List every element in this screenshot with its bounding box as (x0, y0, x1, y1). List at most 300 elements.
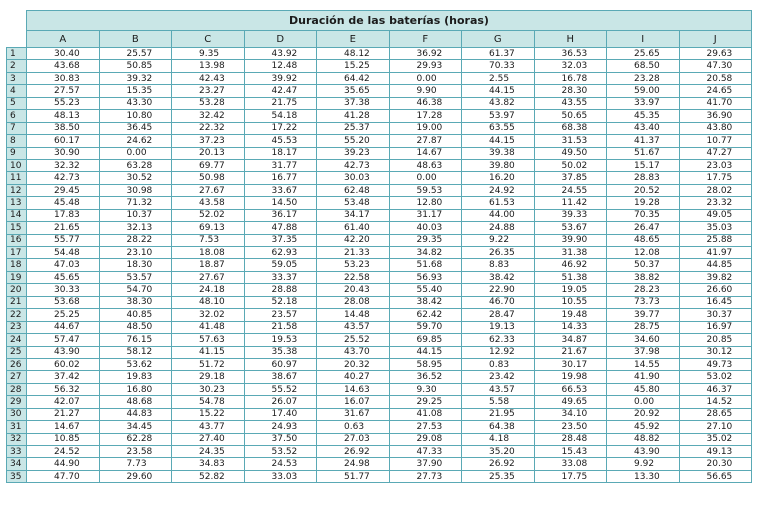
table-row (7, 371, 752, 383)
row-number: 31 (7, 421, 27, 433)
table-row (7, 135, 752, 147)
table-cell: 25.35 (462, 470, 535, 482)
table-cell: 27.53 (389, 421, 462, 433)
table-cell: 43.40 (607, 122, 680, 134)
table-cell: 30.33 (27, 284, 100, 296)
table-cell: 36.52 (389, 371, 462, 383)
table-cell: 21.27 (27, 408, 100, 420)
table-cell: 14.67 (27, 421, 100, 433)
table-cell: 37.23 (172, 135, 245, 147)
table-cell: 59.70 (389, 321, 462, 333)
table-cell: 18.17 (244, 147, 317, 159)
table-cell: 18.30 (99, 259, 172, 271)
table-cell: 41.28 (317, 110, 390, 122)
table-cell: 47.70 (27, 470, 100, 482)
table-cell: 32.32 (27, 159, 100, 171)
table-cell: 23.58 (99, 446, 172, 458)
table-cell: 69.77 (172, 159, 245, 171)
table-cell: 45.53 (244, 135, 317, 147)
table-cell: 26.35 (462, 247, 535, 259)
table-cell: 26.92 (317, 446, 390, 458)
table-row (7, 458, 752, 470)
table-cell: 30.90 (27, 147, 100, 159)
row-number: 5 (7, 97, 27, 109)
table-cell: 21.58 (244, 321, 317, 333)
table-cell: 66.53 (534, 383, 607, 395)
table-cell: 24.18 (172, 284, 245, 296)
table-cell: 15.17 (607, 159, 680, 171)
table-cell: 55.77 (27, 234, 100, 246)
table-cell: 19.28 (607, 197, 680, 209)
row-number: 20 (7, 284, 27, 296)
table-row (7, 110, 752, 122)
table-cell: 33.08 (534, 458, 607, 470)
table-cell: 14.55 (607, 358, 680, 370)
table-cell: 25.25 (27, 309, 100, 321)
table-cell: 14.67 (389, 147, 462, 159)
table-cell: 62.93 (244, 247, 317, 259)
row-number: 33 (7, 446, 27, 458)
table-cell: 36.92 (389, 48, 462, 60)
table-cell: 48.13 (27, 110, 100, 122)
table-cell: 43.90 (607, 446, 680, 458)
table-cell: 19.13 (462, 321, 535, 333)
table-row (7, 184, 752, 196)
table-cell: 58.12 (99, 346, 172, 358)
column-header-h: H (534, 31, 607, 48)
table-cell: 52.02 (172, 209, 245, 221)
table-cell: 0.00 (389, 72, 462, 84)
table-title: Duración de las baterías (horas) (27, 11, 752, 31)
table-cell: 24.35 (172, 446, 245, 458)
table-cell: 43.55 (534, 97, 607, 109)
table-cell: 62.28 (99, 433, 172, 445)
table-cell: 23.10 (99, 247, 172, 259)
table-cell: 21.65 (27, 222, 100, 234)
table-cell: 9.22 (462, 234, 535, 246)
table-cell: 44.00 (462, 209, 535, 221)
table-cell: 13.98 (172, 60, 245, 72)
table-cell: 41.70 (679, 97, 752, 109)
table-cell: 54.70 (99, 284, 172, 296)
table-row (7, 346, 752, 358)
table-cell: 46.92 (534, 259, 607, 271)
table-cell: 48.82 (607, 433, 680, 445)
table-row (7, 247, 752, 259)
table-cell: 30.37 (679, 309, 752, 321)
table-cell: 28.83 (607, 172, 680, 184)
table-cell: 10.55 (534, 296, 607, 308)
table-cell: 21.95 (462, 408, 535, 420)
row-number: 11 (7, 172, 27, 184)
column-header-d: D (244, 31, 317, 48)
table-cell: 34.87 (534, 334, 607, 346)
table-cell: 53.02 (679, 371, 752, 383)
row-number: 16 (7, 234, 27, 246)
table-cell: 57.63 (172, 334, 245, 346)
table-cell: 33.97 (607, 97, 680, 109)
table-cell: 14.63 (317, 383, 390, 395)
row-number: 2 (7, 60, 27, 72)
table-row (7, 446, 752, 458)
row-number: 6 (7, 110, 27, 122)
table-cell: 11.42 (534, 197, 607, 209)
column-header-f: F (389, 31, 462, 48)
table-cell: 44.15 (462, 135, 535, 147)
table-cell: 61.37 (462, 48, 535, 60)
table-cell: 23.32 (679, 197, 752, 209)
table-row (7, 222, 752, 234)
table-cell: 43.70 (317, 346, 390, 358)
table-cell: 28.23 (607, 284, 680, 296)
table-cell: 14.50 (244, 197, 317, 209)
table-row (7, 296, 752, 308)
table-cell: 30.98 (99, 184, 172, 196)
table-cell: 22.32 (172, 122, 245, 134)
table-cell: 37.35 (244, 234, 317, 246)
column-header-a: A (27, 31, 100, 48)
table-cell: 2.55 (462, 72, 535, 84)
table-cell: 38.42 (389, 296, 462, 308)
table-cell: 31.77 (244, 159, 317, 171)
table-cell: 54.18 (244, 110, 317, 122)
table-cell: 43.57 (317, 321, 390, 333)
row-number: 3 (7, 72, 27, 84)
table-cell: 27.73 (389, 470, 462, 482)
table-cell: 12.08 (607, 247, 680, 259)
table-cell: 45.92 (607, 421, 680, 433)
table-cell: 38.67 (244, 371, 317, 383)
title-row (7, 11, 752, 31)
table-cell: 47.88 (244, 222, 317, 234)
table-row (7, 147, 752, 159)
table-cell: 29.35 (389, 234, 462, 246)
table-row (7, 334, 752, 346)
table-cell: 39.90 (534, 234, 607, 246)
table-cell: 37.50 (244, 433, 317, 445)
table-cell: 31.67 (317, 408, 390, 420)
table-cell: 43.58 (172, 197, 245, 209)
table-cell: 41.08 (389, 408, 462, 420)
table-cell: 48.68 (99, 396, 172, 408)
table-cell: 29.45 (27, 184, 100, 196)
table-cell: 45.35 (607, 110, 680, 122)
table-row (7, 309, 752, 321)
table-cell: 61.40 (317, 222, 390, 234)
battery-duration-table (6, 10, 752, 483)
table-cell: 5.58 (462, 396, 535, 408)
table-cell: 14.48 (317, 309, 390, 321)
row-number: 22 (7, 309, 27, 321)
row-number: 35 (7, 470, 27, 482)
table-cell: 51.68 (389, 259, 462, 271)
table-cell: 41.37 (607, 135, 680, 147)
table-cell: 35.38 (244, 346, 317, 358)
table-cell: 48.65 (607, 234, 680, 246)
table-row (7, 433, 752, 445)
table-cell: 0.83 (462, 358, 535, 370)
table-cell: 30.40 (27, 48, 100, 60)
table-cell: 52.82 (172, 470, 245, 482)
table-cell: 25.57 (99, 48, 172, 60)
table-cell: 23.03 (679, 159, 752, 171)
table-cell: 38.82 (607, 271, 680, 283)
table-cell: 54.78 (172, 396, 245, 408)
table-cell: 47.27 (679, 147, 752, 159)
table-cell: 29.18 (172, 371, 245, 383)
row-number: 34 (7, 458, 27, 470)
table-cell: 40.03 (389, 222, 462, 234)
table-row (7, 60, 752, 72)
table-cell: 42.20 (317, 234, 390, 246)
table-cell: 15.22 (172, 408, 245, 420)
row-number: 19 (7, 271, 27, 283)
table-cell: 21.75 (244, 97, 317, 109)
table-cell: 55.52 (244, 383, 317, 395)
table-cell: 44.15 (389, 346, 462, 358)
table-cell: 17.28 (389, 110, 462, 122)
table-cell: 24.62 (99, 135, 172, 147)
table-cell: 23.42 (462, 371, 535, 383)
table-cell: 55.20 (317, 135, 390, 147)
table-cell: 60.02 (27, 358, 100, 370)
table-cell: 14.33 (534, 321, 607, 333)
column-header-row (7, 31, 752, 48)
table-cell: 19.00 (389, 122, 462, 134)
table-cell: 51.72 (172, 358, 245, 370)
column-header-e: E (317, 31, 390, 48)
table-cell: 19.48 (534, 309, 607, 321)
table-cell: 49.73 (679, 358, 752, 370)
table-cell: 36.45 (99, 122, 172, 134)
table-cell: 22.90 (462, 284, 535, 296)
table-cell: 24.98 (317, 458, 390, 470)
table-row (7, 358, 752, 370)
table-cell: 20.32 (317, 358, 390, 370)
table-row (7, 72, 752, 84)
row-number: 30 (7, 408, 27, 420)
table-cell: 36.90 (679, 110, 752, 122)
table-cell: 25.65 (607, 48, 680, 60)
table-cell: 39.77 (607, 309, 680, 321)
table-cell: 32.13 (99, 222, 172, 234)
table-cell: 43.57 (462, 383, 535, 395)
table-cell: 15.43 (534, 446, 607, 458)
row-number: 18 (7, 259, 27, 271)
table-cell: 14.52 (679, 396, 752, 408)
table-cell: 30.52 (99, 172, 172, 184)
table-cell: 19.98 (534, 371, 607, 383)
row-number: 7 (7, 122, 27, 134)
table-cell: 16.80 (99, 383, 172, 395)
table-cell: 33.37 (244, 271, 317, 283)
row-number: 12 (7, 184, 27, 196)
table-cell: 38.42 (462, 271, 535, 283)
table-cell: 32.42 (172, 110, 245, 122)
table-cell: 33.67 (244, 184, 317, 196)
table-cell: 20.43 (317, 284, 390, 296)
table-cell: 73.73 (607, 296, 680, 308)
table-cell: 20.30 (679, 458, 752, 470)
table-cell: 60.97 (244, 358, 317, 370)
table-cell: 60.17 (27, 135, 100, 147)
table-cell: 34.60 (607, 334, 680, 346)
table-cell: 28.65 (679, 408, 752, 420)
row-number: 23 (7, 321, 27, 333)
table-cell: 43.90 (27, 346, 100, 358)
table-cell: 28.02 (679, 184, 752, 196)
corner-blank (7, 11, 27, 31)
table-cell: 51.38 (534, 271, 607, 283)
table-cell: 17.22 (244, 122, 317, 134)
table-body (7, 48, 752, 483)
table-row (7, 122, 752, 134)
table-cell: 28.75 (607, 321, 680, 333)
table-row (7, 470, 752, 482)
table-cell: 31.53 (534, 135, 607, 147)
table-cell: 37.85 (534, 172, 607, 184)
table-cell: 55.40 (389, 284, 462, 296)
table-cell: 36.53 (534, 48, 607, 60)
table-cell: 50.37 (607, 259, 680, 271)
table-cell: 9.35 (172, 48, 245, 60)
table-cell: 39.33 (534, 209, 607, 221)
table-cell: 20.13 (172, 147, 245, 159)
table-cell: 23.28 (607, 72, 680, 84)
table-cell: 44.90 (27, 458, 100, 470)
table-cell: 39.92 (244, 72, 317, 84)
table-cell: 17.75 (534, 470, 607, 482)
table-cell: 48.12 (317, 48, 390, 60)
table-cell: 39.82 (679, 271, 752, 283)
table-cell: 61.53 (462, 197, 535, 209)
table-cell: 30.12 (679, 346, 752, 358)
table-cell: 26.47 (607, 222, 680, 234)
row-number: 10 (7, 159, 27, 171)
table-row (7, 234, 752, 246)
table-cell: 49.13 (679, 446, 752, 458)
table-cell: 29.60 (99, 470, 172, 482)
table-row (7, 48, 752, 60)
table-cell: 16.45 (679, 296, 752, 308)
table-cell: 29.93 (389, 60, 462, 72)
table-cell: 28.88 (244, 284, 317, 296)
table-cell: 59.00 (607, 85, 680, 97)
table-cell: 27.87 (389, 135, 462, 147)
row-number: 14 (7, 209, 27, 221)
table-cell: 8.83 (462, 259, 535, 271)
table-cell: 68.50 (607, 60, 680, 72)
table-cell: 31.38 (534, 247, 607, 259)
table-cell: 43.92 (244, 48, 317, 60)
table-cell: 10.85 (27, 433, 100, 445)
table-cell: 26.92 (462, 458, 535, 470)
table-cell: 38.30 (99, 296, 172, 308)
table-cell: 52.18 (244, 296, 317, 308)
table-cell: 42.07 (27, 396, 100, 408)
table-cell: 44.85 (679, 259, 752, 271)
table-cell: 34.10 (534, 408, 607, 420)
table-cell: 35.65 (317, 85, 390, 97)
table-cell: 21.33 (317, 247, 390, 259)
table-cell: 19.53 (244, 334, 317, 346)
table-cell: 68.38 (534, 122, 607, 134)
table-cell: 19.83 (99, 371, 172, 383)
table-cell: 48.10 (172, 296, 245, 308)
table-cell: 35.02 (679, 433, 752, 445)
table-cell: 50.65 (534, 110, 607, 122)
table-cell: 44.83 (99, 408, 172, 420)
column-header-c: C (172, 31, 245, 48)
table-cell: 26.07 (244, 396, 317, 408)
table-cell: 59.05 (244, 259, 317, 271)
table-cell: 49.50 (534, 147, 607, 159)
table-cell: 41.97 (679, 247, 752, 259)
table-cell: 0.00 (607, 396, 680, 408)
column-header-g: G (462, 31, 535, 48)
table-cell: 25.52 (317, 334, 390, 346)
table-cell: 0.00 (99, 147, 172, 159)
table-cell: 26.60 (679, 284, 752, 296)
table-cell: 12.48 (244, 60, 317, 72)
table-cell: 27.57 (27, 85, 100, 97)
column-header-j: J (679, 31, 752, 48)
column-header-b: B (99, 31, 172, 48)
table-row (7, 396, 752, 408)
table-cell: 47.33 (389, 446, 462, 458)
table-cell: 53.67 (534, 222, 607, 234)
table-cell: 53.62 (99, 358, 172, 370)
row-number: 32 (7, 433, 27, 445)
table-cell: 24.92 (462, 184, 535, 196)
table-cell: 30.17 (534, 358, 607, 370)
table-cell: 10.37 (99, 209, 172, 221)
table-cell: 20.92 (607, 408, 680, 420)
table-cell: 41.48 (172, 321, 245, 333)
table-cell: 47.03 (27, 259, 100, 271)
table-cell: 53.97 (462, 110, 535, 122)
table-cell: 18.08 (172, 247, 245, 259)
table-row (7, 159, 752, 171)
table-cell: 69.13 (172, 222, 245, 234)
table-cell: 50.98 (172, 172, 245, 184)
table-cell: 44.67 (27, 321, 100, 333)
row-number: 29 (7, 396, 27, 408)
table-cell: 64.38 (462, 421, 535, 433)
table-row (7, 197, 752, 209)
table-cell: 43.68 (27, 60, 100, 72)
table-cell: 20.52 (607, 184, 680, 196)
table-row (7, 259, 752, 271)
table-cell: 56.32 (27, 383, 100, 395)
table-cell: 24.88 (462, 222, 535, 234)
table-cell: 34.17 (317, 209, 390, 221)
table-cell: 62.42 (389, 309, 462, 321)
table-cell: 29.25 (389, 396, 462, 408)
row-number: 8 (7, 135, 27, 147)
table-cell: 53.28 (172, 97, 245, 109)
row-number: 13 (7, 197, 27, 209)
row-number: 25 (7, 346, 27, 358)
table-cell: 23.57 (244, 309, 317, 321)
table-cell: 18.87 (172, 259, 245, 271)
table-cell: 27.67 (172, 271, 245, 283)
table-cell: 76.15 (99, 334, 172, 346)
table-cell: 47.30 (679, 60, 752, 72)
table-cell: 17.75 (679, 172, 752, 184)
table-cell: 57.47 (27, 334, 100, 346)
table-cell: 56.93 (389, 271, 462, 283)
